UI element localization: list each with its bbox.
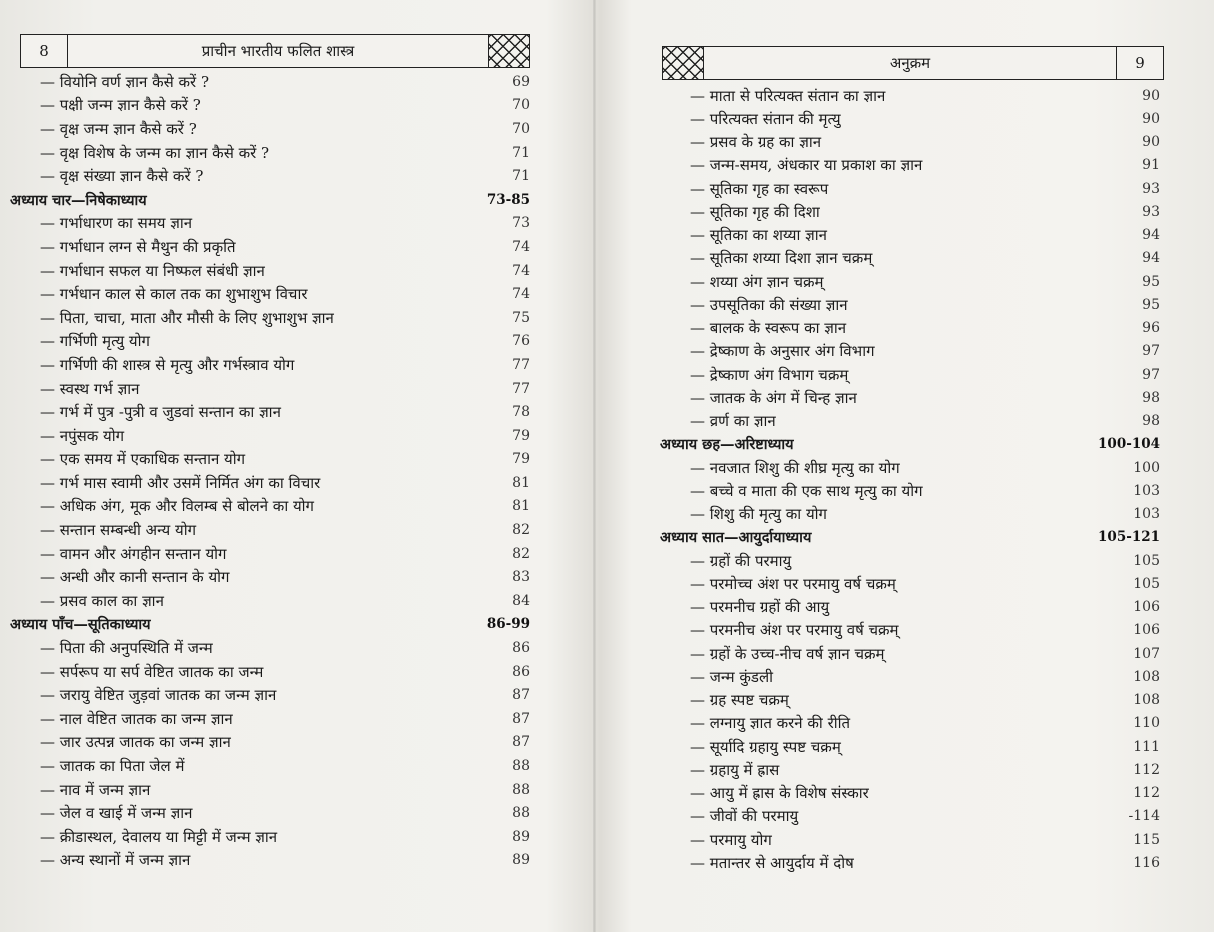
entry-page-number: 105 [1133, 552, 1160, 569]
entry-title: — आयु में ह्रास के विशेष संस्कार [690, 784, 869, 803]
entry-title: — प्रसव काल का ज्ञान [40, 591, 164, 610]
toc-entry [10, 424, 530, 448]
entry-page-number: 73-85 [486, 191, 530, 208]
entry-page-number: 74 [512, 238, 530, 255]
entry-page-number: 77 [512, 356, 530, 373]
entry-title: — ग्रह स्पष्ट चक्रम् [690, 691, 789, 710]
entry-title: — परमनीच अंश पर परमायु वर्ष चक्रम् [690, 621, 899, 640]
left-toc-list [10, 70, 530, 872]
entry-title: — जन्म-समय, अंधकार या प्रकाश का ज्ञान [690, 156, 923, 175]
chapter-heading [660, 433, 1160, 456]
chapter-heading [10, 613, 530, 637]
right-running-title: अनुक्रम [889, 54, 931, 72]
right-page-header [662, 46, 1164, 80]
toc-entry [10, 70, 530, 94]
entry-page-number: 108 [1133, 692, 1160, 709]
entry-title: — गर्भ में पुत्र -पुत्री व जुडवां सन्तान का ज्ञान [40, 403, 281, 422]
entry-title: — गर्भिणी मृत्यु योग [40, 332, 150, 351]
toc-entry [660, 642, 1160, 665]
toc-entry [10, 212, 530, 236]
entry-title: — द्रेष्काण अंग विभाग चक्रम् [690, 365, 849, 384]
entry-page-number: 93 [1142, 180, 1160, 197]
left-page-number: 8 [21, 35, 68, 67]
toc-entry [10, 542, 530, 566]
right-toc-list [660, 84, 1160, 875]
entry-title: — वृक्ष विशेष के जन्म का ज्ञान कैसे करें ? [40, 143, 270, 162]
entry-title: — जातक के अंग में चिन्ह ज्ञान [690, 388, 857, 407]
toc-entry [10, 754, 530, 778]
toc-entry [660, 828, 1160, 851]
entry-title: — पक्षी जन्म ज्ञान कैसे करें ? [40, 96, 201, 115]
toc-entry [10, 683, 530, 707]
entry-title: — पिता की अनुपस्थिति में जन्म [40, 639, 213, 658]
toc-entry [10, 589, 530, 613]
entry-page-number: 86-99 [486, 616, 530, 633]
entry-page-number: 79 [512, 427, 530, 444]
entry-title: अध्याय सात—आयुर्दायाध्याय [660, 530, 812, 547]
entry-page-number: 87 [512, 710, 530, 727]
entry-page-number: 70 [512, 120, 530, 137]
entry-title: — परमोच्च अंश पर परमायु वर्ष चक्रम् [690, 574, 896, 593]
entry-title: — नाव में जन्म ज्ञान [40, 780, 151, 799]
entry-title: — बच्चे व माता की एक साथ मृत्यु का योग [690, 481, 923, 500]
toc-entry [10, 306, 530, 330]
toc-entry [660, 317, 1160, 340]
entry-title: — माता से परित्यक्त संतान का ज्ञान [690, 86, 886, 105]
toc-entry [10, 825, 530, 849]
entry-page-number: 112 [1133, 785, 1160, 802]
toc-entry [10, 330, 530, 354]
entry-page-number: 83 [512, 569, 530, 586]
entry-title: — अन्धी और कानी सन्तान के योग [40, 568, 230, 587]
entry-title: — परमनीच ग्रहों की आयु [690, 598, 830, 617]
entry-title: — पिता, चाचा, माता और मौसी के लिए शुभाशुभ ज्ञान [40, 308, 334, 327]
toc-entry [10, 731, 530, 755]
toc-entry [660, 782, 1160, 805]
entry-title: — वृक्ष संख्या ज्ञान कैसे करें ? [40, 167, 204, 186]
toc-entry [660, 177, 1160, 200]
entry-title: — एक समय में एकाधिक सन्तान योग [40, 450, 246, 469]
left-running-title: प्राचीन भारतीय फलित शास्त्र [201, 42, 355, 60]
entry-page-number: 106 [1133, 622, 1160, 639]
entry-page-number: 93 [1142, 203, 1160, 220]
entry-page-number: 89 [512, 852, 530, 869]
toc-entry [660, 596, 1160, 619]
entry-page-number: 89 [512, 828, 530, 845]
toc-entry [10, 660, 530, 684]
toc-entry [660, 410, 1160, 433]
toc-entry [10, 707, 530, 731]
entry-title: — गर्भाधान लग्न से मैथुन की प्रकृति [40, 237, 236, 256]
chapter-heading [660, 526, 1160, 549]
entry-title: — बालक के स्वरूप का ज्ञान [690, 319, 847, 338]
toc-entry [660, 456, 1160, 479]
entry-page-number: 77 [512, 380, 530, 397]
toc-entry [660, 479, 1160, 502]
entry-title: — सूतिका गृह का स्वरूप [690, 179, 829, 198]
entry-page-number: 95 [1142, 296, 1160, 313]
entry-page-number: 110 [1133, 715, 1160, 732]
entry-page-number: 103 [1133, 506, 1160, 523]
toc-entry [10, 94, 530, 118]
toc-entry [10, 353, 530, 377]
toc-entry [660, 689, 1160, 712]
entry-title: — शिशु की मृत्यु का योग [690, 505, 827, 524]
toc-entry [660, 851, 1160, 874]
entry-page-number: 71 [512, 144, 530, 161]
entry-page-number: 94 [1142, 250, 1160, 267]
toc-entry [660, 619, 1160, 642]
entry-page-number: 74 [512, 262, 530, 279]
toc-entry [660, 503, 1160, 526]
entry-page-number: 82 [512, 545, 530, 562]
entry-page-number: 100-104 [1098, 436, 1160, 453]
entry-page-number: 96 [1142, 320, 1160, 337]
entry-page-number: 91 [1142, 157, 1160, 174]
toc-entry [660, 386, 1160, 409]
entry-title: — द्रेष्काण के अनुसार अंग विभाग [690, 342, 875, 361]
entry-title: — जेल व खाई में जन्म ज्ञान [40, 804, 193, 823]
entry-page-number: 105-121 [1098, 529, 1160, 546]
entry-title: — नपुंसक योग [40, 426, 125, 445]
toc-entry [10, 117, 530, 141]
entry-page-number: 90 [1142, 87, 1160, 104]
entry-title: अध्याय छह—अरिष्टाध्याय [660, 437, 794, 454]
toc-entry [10, 235, 530, 259]
entry-page-number: 90 [1142, 110, 1160, 127]
entry-page-number: 87 [512, 687, 530, 704]
entry-page-number: 111 [1133, 738, 1160, 755]
entry-title: — गर्भिणी की शास्त्र से मृत्यु और गर्भस्त्राव योग [40, 355, 295, 374]
entry-title: — जरायु वेष्टित जुड़वां जातक का जन्म ज्ञान [40, 686, 277, 705]
entry-title: — वृक्ष जन्म ज्ञान कैसे करें ? [40, 119, 197, 138]
entry-title: — अधिक अंग, मूक और विलम्ब से बोलने का योग [40, 497, 315, 516]
chapter-heading [10, 188, 530, 212]
entry-page-number: 73 [512, 215, 530, 232]
toc-entry [660, 131, 1160, 154]
entry-page-number: 90 [1142, 134, 1160, 151]
entry-title: — जीवों की परमायु [690, 807, 799, 826]
toc-entry [10, 565, 530, 589]
entry-page-number: 97 [1142, 343, 1160, 360]
toc-entry [660, 805, 1160, 828]
entry-title: — नाल वेष्टित जातक का जन्म ज्ञान [40, 709, 233, 728]
entry-page-number: 81 [512, 474, 530, 491]
entry-title: — क्रीडास्थल, देवालय या मिट्टी में जन्म ज्ञान [40, 827, 278, 846]
toc-entry [10, 495, 530, 519]
entry-page-number: 79 [512, 451, 530, 468]
toc-entry [660, 200, 1160, 223]
entry-page-number: 105 [1133, 575, 1160, 592]
toc-entry [660, 549, 1160, 572]
toc-entry [660, 340, 1160, 363]
entry-title: — जार उत्पन्न जातक का जन्म ज्ञान [40, 733, 231, 752]
entry-title: — परित्यक्त संतान की मृत्यु [690, 109, 841, 128]
toc-entry [10, 448, 530, 472]
entry-page-number: 98 [1142, 389, 1160, 406]
toc-entry [660, 735, 1160, 758]
entry-page-number: 112 [1133, 761, 1160, 778]
entry-page-number: 81 [512, 498, 530, 515]
entry-page-number: 95 [1142, 273, 1160, 290]
toc-entry [660, 712, 1160, 735]
entry-title: — अन्य स्थानों में जन्म ज्ञान [40, 851, 191, 870]
entry-page-number: 88 [512, 758, 530, 775]
entry-page-number: 82 [512, 522, 530, 539]
toc-entry [660, 107, 1160, 130]
entry-title: — उपसूतिका की संख्या ज्ञान [690, 295, 848, 314]
toc-entry [660, 665, 1160, 688]
toc-entry [660, 572, 1160, 595]
toc-entry [10, 400, 530, 424]
toc-entry [10, 377, 530, 401]
entry-page-number: 86 [512, 640, 530, 657]
entry-page-number: -114 [1128, 808, 1160, 825]
entry-page-number: 100 [1133, 459, 1160, 476]
entry-page-number: 78 [512, 404, 530, 421]
crosshatch-ornament-icon [663, 47, 704, 79]
entry-title: — वामन और अंगहीन सन्तान योग [40, 544, 227, 563]
entry-title: — सूतिका गृह की दिशा [690, 202, 820, 221]
entry-title: — ग्रहायु में ह्रास [690, 760, 780, 779]
entry-title: — गर्भ मास स्वामी और उसमें निर्मित अंग का विचार [40, 473, 321, 492]
entry-title: — लग्नायु ज्ञात करने की रीति [690, 714, 851, 733]
entry-title: — वियोनि वर्ण ज्ञान कैसे करें ? [40, 72, 209, 91]
toc-entry [10, 778, 530, 802]
entry-page-number: 103 [1133, 482, 1160, 499]
entry-title: अध्याय पाँच—सूतिकाध्याय [10, 617, 151, 634]
entry-page-number: 116 [1133, 854, 1160, 871]
entry-title: — शय्या अंग ज्ञान चक्रम् [690, 272, 824, 291]
entry-title: — गर्भाधारण का समय ज्ञान [40, 214, 193, 233]
toc-entry [660, 758, 1160, 781]
entry-page-number: 97 [1142, 366, 1160, 383]
entry-title: — सूर्यादि ग्रहायु स्पष्ट चक्रम् [690, 737, 841, 756]
entry-title: — स्वस्थ गर्भ ज्ञान [40, 379, 140, 398]
toc-entry [660, 84, 1160, 107]
entry-title: — सूतिका शय्या दिशा ज्ञान चक्रम् [690, 249, 873, 268]
entry-page-number: 94 [1142, 227, 1160, 244]
toc-entry [660, 224, 1160, 247]
entry-page-number: 98 [1142, 413, 1160, 430]
entry-title: — गर्भाधान सफल या निष्फल संबंधी ज्ञान [40, 261, 265, 280]
entry-page-number: 86 [512, 663, 530, 680]
toc-entry [10, 259, 530, 283]
toc-entry [10, 282, 530, 306]
toc-entry [10, 471, 530, 495]
entry-title: — जातक का पिता जेल में [40, 757, 185, 776]
entry-title: — जन्म कुंडली [690, 667, 774, 686]
entry-page-number: 107 [1133, 645, 1160, 662]
entry-page-number: 69 [512, 73, 530, 90]
entry-title: — सर्परूप या सर्प वेष्टित जातक का जन्म [40, 662, 264, 681]
toc-entry [660, 293, 1160, 316]
toc-entry [10, 141, 530, 165]
toc-entry [660, 154, 1160, 177]
entry-page-number: 71 [512, 168, 530, 185]
toc-entry [10, 849, 530, 873]
crosshatch-ornament-icon [488, 35, 529, 67]
entry-page-number: 108 [1133, 668, 1160, 685]
entry-title: — नवजात शिशु की शीघ्र मृत्यु का योग [690, 458, 900, 477]
entry-title: — प्रसव के ग्रह का ज्ञान [690, 133, 822, 152]
toc-entry [10, 636, 530, 660]
entry-title: — सूतिका का शय्या ज्ञान [690, 226, 827, 245]
entry-title: — व्रर्ण का ज्ञान [690, 412, 776, 431]
entry-page-number: 87 [512, 734, 530, 751]
entry-page-number: 115 [1133, 831, 1160, 848]
entry-title: — सन्तान सम्बन्धी अन्य योग [40, 521, 197, 540]
entry-page-number: 75 [512, 309, 530, 326]
toc-entry [10, 164, 530, 188]
toc-entry [10, 801, 530, 825]
left-page-header [20, 34, 530, 68]
entry-title: — परमायु योग [690, 830, 772, 849]
right-page-number: 9 [1116, 47, 1163, 79]
toc-entry [10, 518, 530, 542]
entry-page-number: 74 [512, 286, 530, 303]
entry-title: — ग्रहों की परमायु [690, 551, 792, 570]
entry-page-number: 76 [512, 333, 530, 350]
toc-entry [660, 363, 1160, 386]
toc-entry [660, 247, 1160, 270]
entry-page-number: 88 [512, 781, 530, 798]
entry-page-number: 84 [512, 592, 530, 609]
toc-entry [660, 270, 1160, 293]
entry-page-number: 88 [512, 805, 530, 822]
entry-page-number: 106 [1133, 599, 1160, 616]
entry-title: — गर्भधान काल से काल तक का शुभाशुभ विचार [40, 285, 308, 304]
entry-title: — मतान्तर से आयुर्दाय में दोष [690, 853, 854, 872]
entry-title: अध्याय चार—निषेकाध्याय [10, 192, 147, 209]
entry-title: — ग्रहों के उच्च-नीच वर्ष ज्ञान चक्रम् [690, 644, 885, 663]
entry-page-number: 70 [512, 97, 530, 114]
book-gutter [593, 0, 596, 932]
